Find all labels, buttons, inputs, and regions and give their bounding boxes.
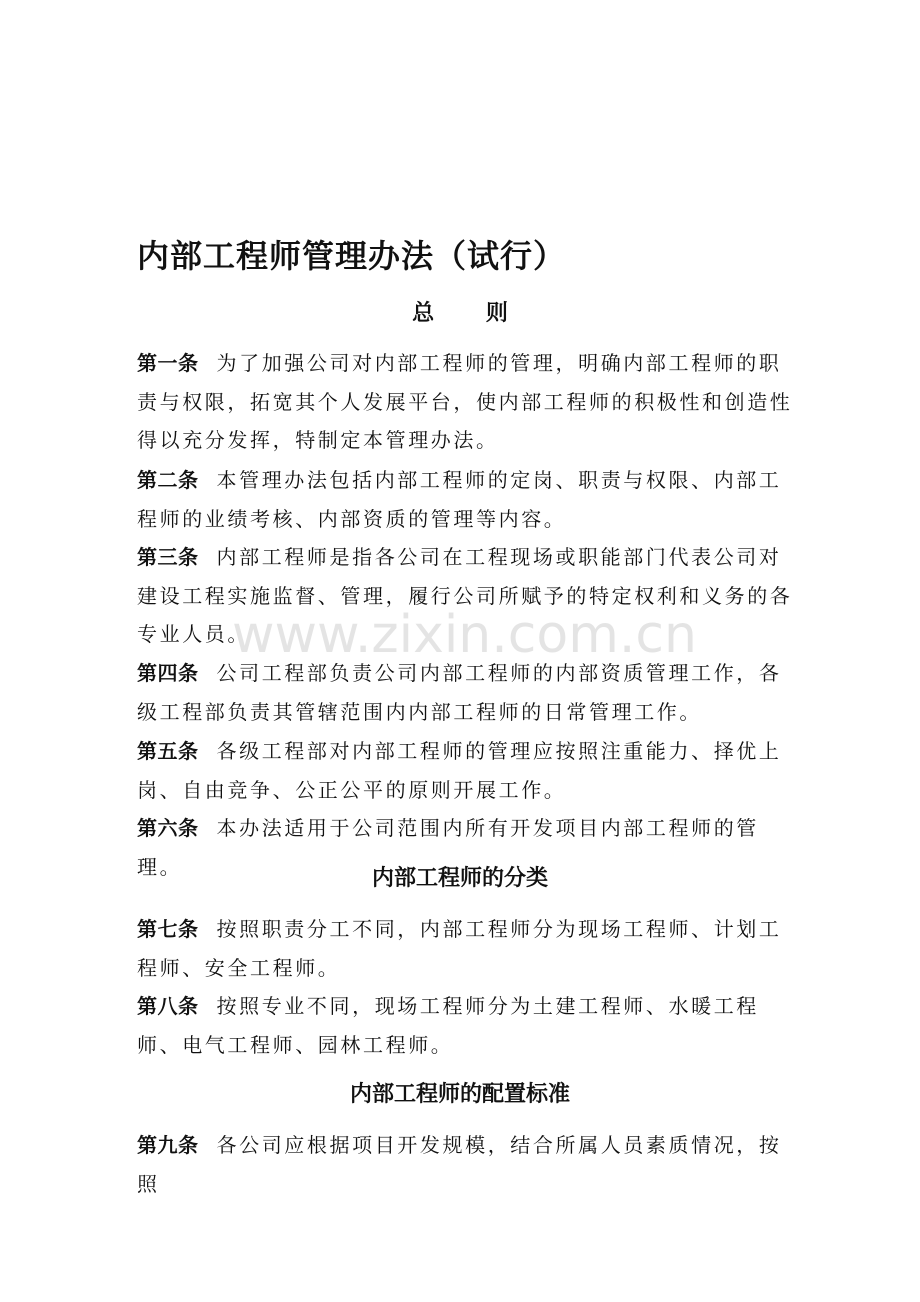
- article-text: 按照职责分工不同，内部工程师分为现场工程师、计划工程师、安全工程师。: [137, 917, 782, 980]
- article-4: [137, 654, 797, 731]
- article-2: [137, 461, 797, 538]
- article-1: [137, 344, 797, 460]
- article-text: 各公司应根据项目开发规模，结合所属人员素质情况，按照: [137, 1133, 782, 1196]
- article-number: 第三条: [137, 545, 199, 569]
- article-text: 按照专业不同，现场工程师分为土建工程师、水暖工程师、电气工程师、园林工程师。: [137, 994, 759, 1057]
- article-number: 第六条: [137, 816, 199, 840]
- article-number: 第五条: [137, 739, 199, 763]
- article-number: 第四条: [137, 661, 199, 685]
- article-number: 第九条: [137, 1133, 199, 1157]
- article-text: 各级工程部对内部工程师的管理应按照注重能力、择优上岗、自由竞争、公正公平的原则开展工作。: [137, 739, 782, 802]
- article-8: [137, 987, 797, 1064]
- article-number: 第七条: [137, 917, 199, 941]
- article-7: [137, 910, 797, 987]
- watermark-text: www.zixin.com.cn: [232, 605, 697, 665]
- article-5: [137, 732, 797, 809]
- document-title: 内部工程师管理办法（试行）: [137, 237, 567, 275]
- article-text: 本办法适用于公司范围内所有开发项目内部工程师的管理。: [137, 816, 759, 879]
- article-3: [137, 538, 797, 654]
- article-text: 内部工程师是指各公司在工程现场或职能部门代表公司对建设工程实施监督、管理，履行公司所赋予的特定权利和义务的各专业人员。: [137, 545, 793, 647]
- section-heading-general: 总 则: [412, 301, 530, 326]
- article-number: 第一条: [137, 351, 199, 375]
- section-heading-classification: 内部工程师的分类: [371, 866, 548, 891]
- article-text: 为了加强公司对内部工程师的管理，明确内部工程师的职责与权限，拓宽其个人发展平台，使内部工程师的积极性和创造性得以充分发挥，特制定本管理办法。: [137, 351, 793, 453]
- article-number: 第二条: [137, 468, 199, 492]
- article-9: [137, 1126, 797, 1203]
- article-text: 本管理办法包括内部工程师的定岗、职责与权限、内部工程师的业绩考核、内部资质的管理等内容。: [137, 468, 782, 531]
- article-text: 公司工程部负责公司内部工程师的内部资质管理工作，各级工程部负责其管辖范围内内部工程师的日常管理工作。: [137, 661, 782, 724]
- section-heading-staffing-standard: 内部工程师的配置标准: [349, 1082, 570, 1107]
- article-number: 第八条: [137, 994, 199, 1018]
